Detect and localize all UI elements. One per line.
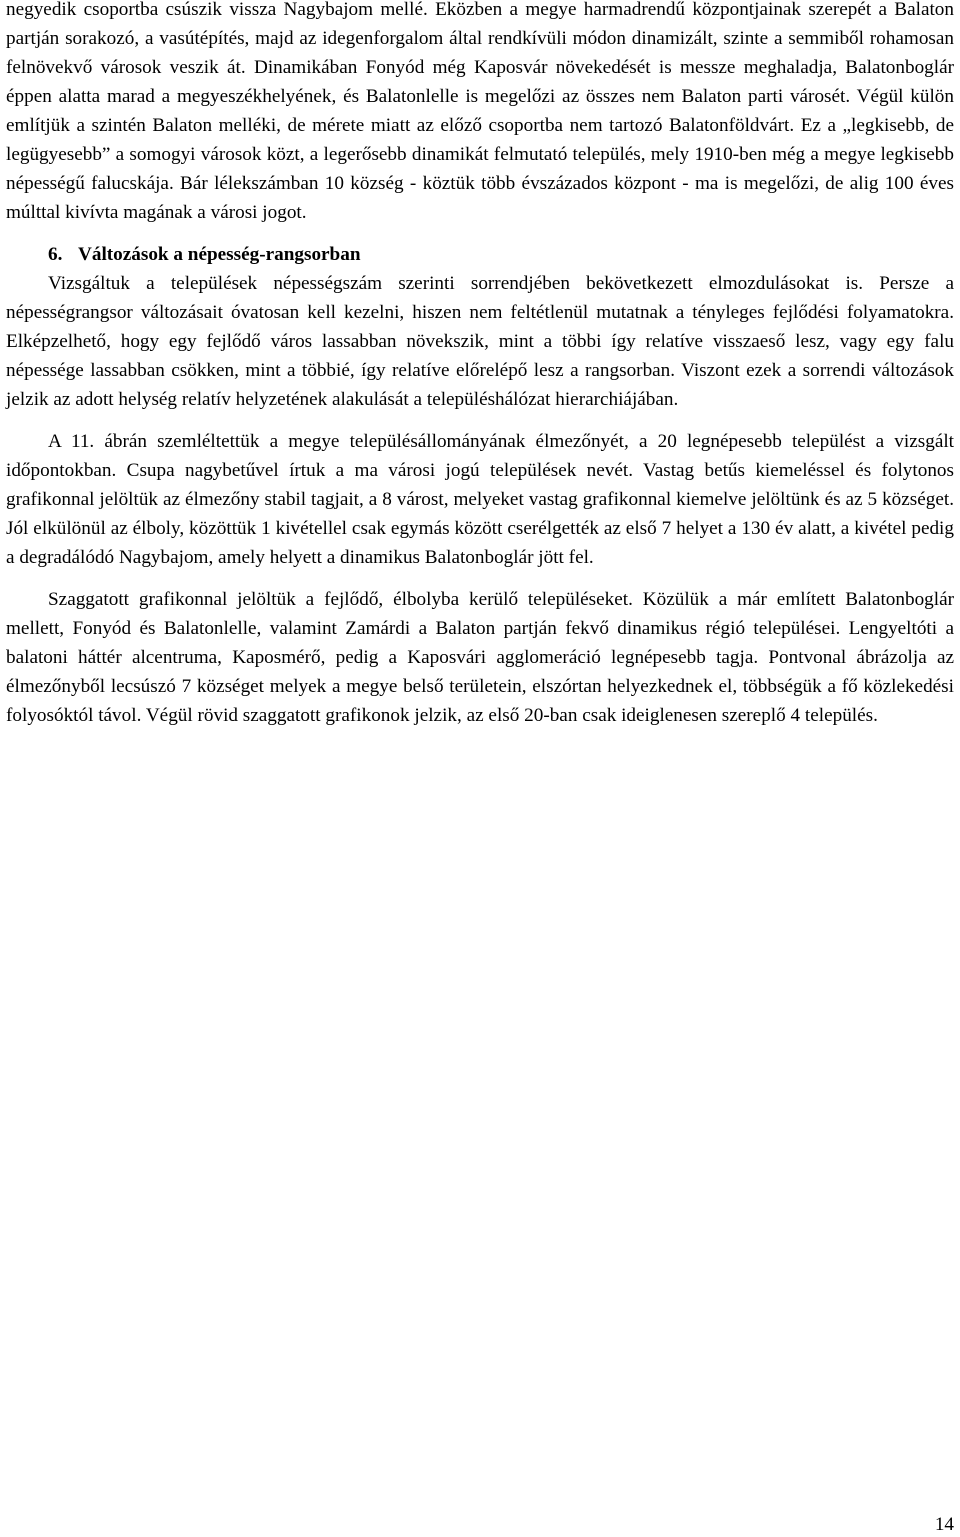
paragraph-figure-11: A 11. ábrán szemléltettük a megye településállományának élmezőnyét, a 20 legnépesebb települést a vizsgált időpontokban. Csupa nagybetűvel írtuk a ma városi jogú települések nevét. Vastag betűs kiemeléssel és folytonos grafikonnal jelöltük az élmezőny stabil tagjait, a 8 várost, melyeket vastag grafikonnal kiemelve jelöltünk és az 5 községet. Jól elkülönül az élboly, közöttük 1 kivétellel csak egymás között cserélgették az első 7 helyet a 130 év alatt, a kivétel pedig a degradálódó Nagybajom, amely helyett a dinamikus Balatonboglár jött fel. <box>6 431 954 568</box>
paragraph-ranking-changes: Vizsgáltuk a települések népességszám szerinti sorrendjében bekövetkezett elmozdulásokat is. Persze a népességrangsor változásait óvatosan kell kezelni, hiszen nem feltétlenül mutatnak a tényleges fejlődési folyamatokra. Elképzelhető, hogy egy fejlődő város lassabban növekszik, mint a többi így relatíve visszaeső lesz, vagy egy falu népessége lassabban csökken, mint a többié, így relatíve előrelépő lesz a rangsorban. Viszont ezek a sorrendi változások jelzik az adott helység relatív helyzetének alakulását a településhálózat hierarchiájában. <box>6 273 954 410</box>
paragraph-dashed-graphs: Szaggatott grafikonnal jelöltük a fejlődő, élbolyba kerülő településeket. Közülük a már említett Balatonboglár mellett, Fonyód és Balatonlelle, valamint Zamárdi a Balaton partján fekvő dinamikus régió települései. Lengyeltóti a balatoni háttér alcentruma, Kaposmérő, pedig a Kaposvári agglomeráció legnépesebb tagja. Pontvonal ábrázolja az élmezőnyből lecsúszó 7 községet melyek a megye belső területein, elszórtan helyezkednek el, többségük a fő közlekedési folyosóktól távol. Végül rövid szaggatott grafikonok jelzik, az első 20-ban csak ideiglenesen szereplő 4 település. <box>6 589 954 726</box>
page-number: 14 <box>934 1514 954 1535</box>
paragraph-cities-dynamics: negyedik csoportba csúszik vissza Nagybajom mellé. Eközben a megye harmadrendű központjainak szerepét a Balaton partján sorakozó, a vasútépítés, majd az idegenforgalom által rendkívüli módon dinamizált, szinte a semmiből rohamosan felnövekvő városok veszik át. Dinamikában Fonyód még Kaposvár növekedését is messze meghaladja, Balatonboglár éppen alatta marad a megyeszékhelyének, és Balatonlelle is megelőzi az összes nem Balaton parti városét. Végül külön említjük a szintén Balaton melléki, de mérete miatt az előző csoportba nem tartozó Balatonföldvárt. Ez a „legkisebb, de legügyesebb” a somogyi városok közt, a legerősebb dinamikát felmutató település, mely 1910-ben még a megye legkisebb népességű falucskája. Bár lélekszámban 10 község - köztük több évszázados központ - ma is megelőzi, de alig 100 éves múlttal kivívta magának a városi jogot. <box>6 0 954 223</box>
section-title: Változások a népesség-rangsorban <box>78 244 361 265</box>
section-heading <box>6 240 954 269</box>
section-number: 6. <box>48 244 63 265</box>
document-page <box>6 0 954 730</box>
